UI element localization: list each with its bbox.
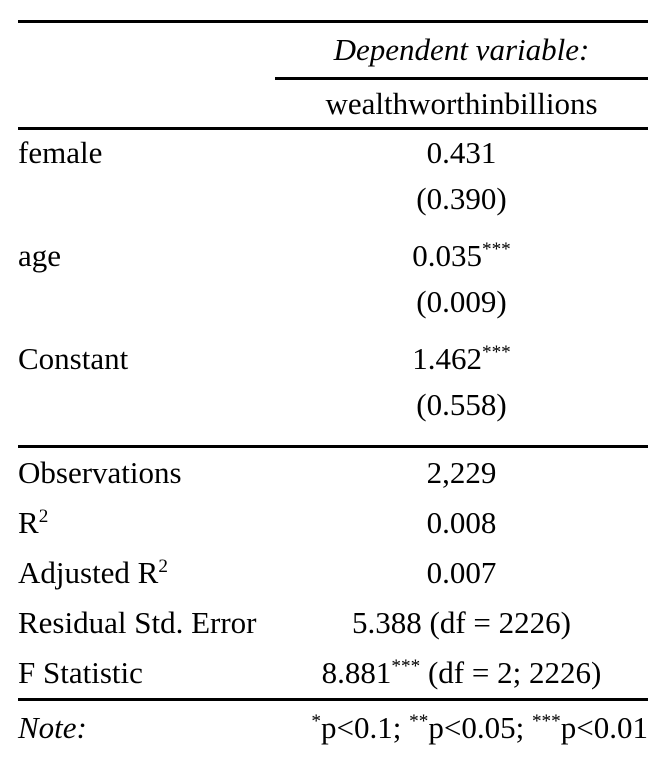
statistic-value: 8.881 [321, 655, 392, 690]
statistic-row-r-squared [18, 498, 648, 548]
note-threshold: p<0.05; [428, 710, 532, 745]
standard-error-row-constant [18, 382, 648, 427]
coefficient-standard-error: (0.009) [416, 283, 507, 319]
dependent-variable-header-row [18, 23, 648, 77]
coefficient-standard-error: (0.558) [416, 386, 507, 422]
section-spacer [18, 427, 648, 445]
statistic-label-cell: R2 [18, 505, 49, 540]
statistic-suffix: (df = 2; 2226) [420, 655, 602, 690]
note-threshold: p<0.01 [560, 710, 648, 745]
statistic-value-cell: 8.881*** (df = 2; 2226) [321, 655, 602, 690]
statistic-suffix: (df = 2226) [421, 605, 571, 640]
note-threshold: p<0.1; [321, 710, 410, 745]
statistic-label: Observations [18, 455, 182, 490]
coefficient-estimate: 0.035 [412, 238, 482, 273]
statistic-value: 5.388 [352, 605, 422, 640]
note-text: *p<0.1; **p<0.05; ***p<0.01 [311, 710, 648, 745]
statistic-value: 0.007 [426, 555, 497, 590]
statistic-row-residual-std-error [18, 598, 648, 648]
statistic-value-cell [275, 605, 648, 641]
coefficient-row-age [18, 233, 648, 279]
row-spacer [18, 324, 648, 336]
coefficient-row-female [18, 130, 648, 176]
statistic-label-cell [18, 655, 275, 691]
note-label: Note: [18, 710, 87, 745]
statistic-value-cell [275, 505, 648, 541]
statistic-label: F Statistic [18, 655, 143, 690]
statistic-label: Adjusted R [18, 555, 159, 590]
coefficient-estimate-cell: 1.462*** [412, 341, 511, 376]
statistic-label-cell [18, 455, 275, 491]
coefficient-estimate-cell [275, 135, 648, 171]
note-row [18, 701, 648, 753]
dependent-variable-name-row [18, 80, 648, 127]
row-spacer [18, 221, 648, 233]
statistic-label-cell: Adjusted R2 [18, 555, 168, 590]
statistic-value-cell [275, 555, 648, 591]
coefficient-label: female [18, 135, 103, 170]
standard-error-row-age [18, 279, 648, 324]
statistic-row-f-statistic [18, 648, 648, 698]
dependent-variable-name: wealthworthinbillions [325, 85, 598, 121]
statistic-row-observations [18, 448, 648, 498]
statistic-label: Residual Std. Error [18, 605, 257, 640]
coefficient-estimate: 1.462 [412, 341, 482, 376]
coefficient-standard-error: (0.390) [416, 180, 507, 216]
coefficient-estimate-cell: 0.035*** [412, 238, 511, 273]
coefficient-label: age [18, 238, 62, 273]
statistic-value: 2,229 [426, 455, 497, 490]
coefficient-row-constant [18, 336, 648, 382]
coefficient-label: Constant [18, 341, 129, 376]
statistic-value-cell [275, 455, 648, 491]
dependent-variable-label: Dependent variable: [333, 32, 590, 67]
statistic-label-cell [18, 605, 275, 641]
coefficient-estimate: 0.431 [426, 135, 497, 170]
statistic-label: R [18, 505, 39, 540]
standard-error-row-female [18, 176, 648, 221]
statistic-row-adjusted-r-squared [18, 548, 648, 598]
statistic-value: 0.008 [426, 505, 497, 540]
